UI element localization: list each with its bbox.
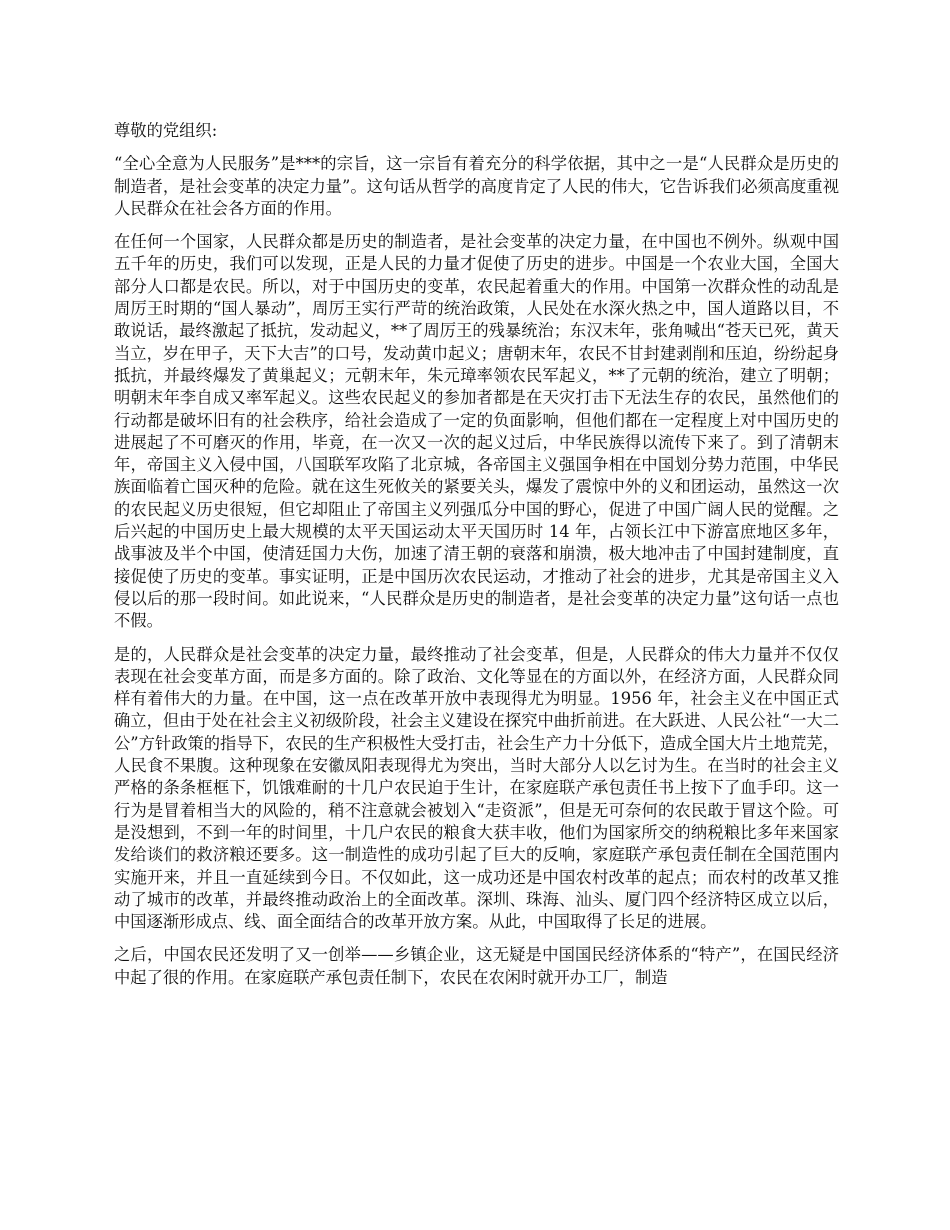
- paragraph-2: 在任何一个国家，人民群众都是历史的制造者，是社会变革的决定力量，在中国也不例外。纵观中国五千年的历史，我们可以发现，正是人民的力量才促使了历史的进步。中国是一个农业大国，全国大部分人口都是农民。所以，对于中国历史的变革，农民起着重大的作用。中国第一次群众性的动乱是周厉王时期的“国人暴动”，周厉王实行严苛的统治政策，人民处在水深火热之中，国人道路以目，不敢说话，最终激起了抵抗，发动起义，**了周厉王的残暴统治；东汉末年，张角喊出“苍天已死，黄天当立，岁在甲子，天下大吉”的口号，发动黄巾起义；唐朝末年，农民不甘封建剥削和压迫，纷纷起身抵抗，并最终爆发了黄巢起义；元朝末年，朱元璋率领农民军起义，**了元朝的统治，建立了明朝；明朝末年李自成又率军起义。这些农民起义的参加者都是在天灾打击下无法生存的农民，虽然他们的行动都是破坏旧有的社会秩序，给社会造成了一定的负面影响，但他们都在一定程度上对中国历史的进展起了不可磨灭的作用，毕竟，在一次又一次的起义过后，中华民族得以流传下来了。到了清朝末年，帝国主义入侵中国，八国联军攻陷了北京城，各帝国主义强国争相在中国划分势力范围，中华民族面临着亡国灭种的危险。就在这生死攸关的紧要关头，爆发了震惊中外的义和团运动，虽然这一次的农民起义历史很短，但它却阻止了帝国主义列强瓜分中国的野心，促进了中国广阔人民的觉醒。之后兴起的中国历史上最大规模的太平天国运动太平天国历时 14 年，占领长江中下游富庶地区多年，战事波及半个中国，使清廷国力大伤，加速了清王朝的衰落和崩溃，极大地冲击了中国封建制度，直接促使了历史的变革。事实证明，正是中国历次农民运动，才推动了社会的进步，尤其是帝国主义入侵以后的那一段时间。如此说来，“人民群众是历史的制造者，是社会变革的决定力量”这句话一点也不假。: [114, 232, 839, 631]
- paragraph-1: “全心全意为人民服务”是***的宗旨，这一宗旨有着充分的科学依据，其中之一是“人民群众是历史的制造者，是社会变革的决定力量”。这句话从哲学的高度肯定了人民的伟大，它告诉我们必须高度重视人民群众在社会各方面的作用。: [114, 154, 839, 218]
- paragraph-3: 是的，人民群众是社会变革的决定力量，最终推动了社会变革，但是，人民群众的伟大力量并不仅仅表现在社会变革方面，而是多方面的。除了政治、文化等显在的方面以外，在经济方面，人民群众同样有着伟大的力量。在中国，这一点在改革开放中表现得尤为明显。1956 年，社会主义在中国正式确立，但由于处在社会主义初级阶段，社会主义建设在探究中曲折前进。在大跃进、人民公社“一大二公”方针政策的指导下，农民的生产积极性大受打击，社会生产力十分低下，造成全国大片土地荒芜，人民食不果腹。这种现象在安徽凤阳表现得尤为突出，当时大部分人以乞讨为生。在当时的社会主义严格的条条框框下，饥饿难耐的十几户农民迫于生计，在家庭联产承包责任书上按下了血手印。这一行为是冒着相当大的风险的，稍不注意就会被划入“走资派”，但是无可奈何的农民敢于冒这个险。可是没想到，不到一年的时间里，十几户农民的粮食大获丰收，他们为国家所交的纳税粮比多年来国家发给谈们的救济粮还要多。这一制造性的成功引起了巨大的反响，家庭联产承包责任制在全国范围内实施开来，并且一直延续到今日。不仅如此，这一成功还是中国农村改革的起点；而农村的改革又推动了城市的改革，并最终推动政治上的全面改革。深圳、珠海、汕头、厦门四个经济特区成立以后，中国逐渐形成点、线、面全面结合的改革开放方案。从此，中国取得了长足的进展。: [114, 644, 839, 932]
- document-page: [114, 120, 839, 1000]
- salutation: 尊敬的党组织:: [114, 121, 218, 140]
- paragraph-4: 之后，中国农民还发明了又一创举——乡镇企业，这无疑是中国国民经济体系的“特产”，在国民经济中起了很的作用。在家庭联产承包责任制下，农民在农闲时就开办工厂，制造: [114, 945, 839, 987]
